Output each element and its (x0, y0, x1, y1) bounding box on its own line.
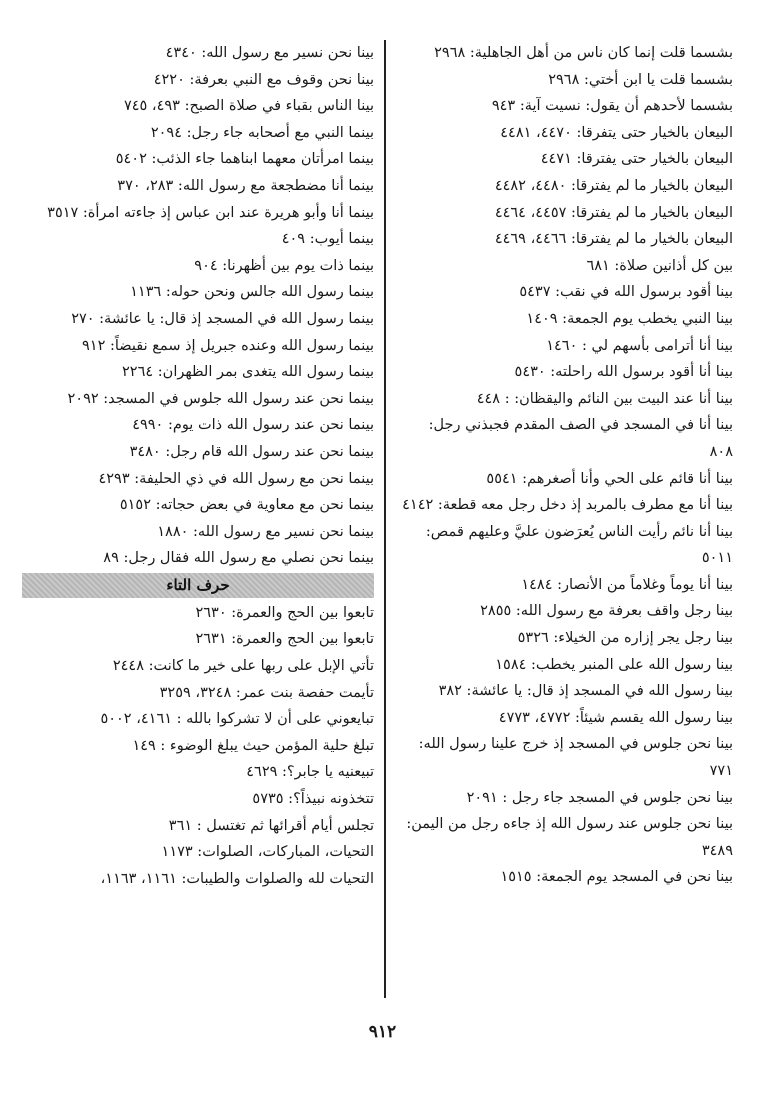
index-entry: التحيات، المباركات، الصلوات: ١١٧٣ (161, 844, 374, 861)
index-entry: بينما نحن مع رسول الله في ذي الحليفة: ٤٢٩٣ (98, 470, 374, 487)
index-entry: بينما نحن عند رسول الله قام رجل: ٣٤٨٠ (129, 443, 374, 460)
index-entry: البيعان بالخيار ما لم يفترقا: ٤٤٥٧، ٤٤٦٤ (494, 204, 733, 221)
index-entry: تجلس أيام أقرائها ثم تغتسل : ٣٦١ (168, 817, 374, 834)
index-entry: بينما نحن نصلي مع رسول الله فقال رجل: ٨٩ (103, 550, 374, 567)
index-entry: بشسما لأحدهم أن يقول: نسيت آية: ٩٤٣ (491, 98, 733, 115)
column-divider (384, 40, 386, 998)
index-entry: بينا رسول الله يقسم شيئاً: ٤٧٧٢، ٤٧٧٣ (498, 709, 733, 726)
index-entry: بينما رسول الله جالس ونحن حوله: ١١٣٦ (130, 284, 374, 301)
index-entry: بينما نحن عند رسول الله ذات يوم: ٤٩٩٠ (132, 417, 374, 434)
index-entry: بينا أنا قائم على الحي وأنا أصغرهم: ٥٥٤١ (486, 470, 733, 487)
index-entry: بينا رجل يجر إزاره من الخيلاء: ٥٣٢٦ (517, 630, 733, 647)
index-entry: بينما نحن عند رسول الله جلوس في المسجد: ٢٠٩٢ (67, 390, 374, 407)
index-entry: بشسما قلت إنما كان ناس من أهل الجاهلية: ٢٩٦٨ (434, 45, 733, 61)
right-column (401, 40, 733, 891)
index-entry: بينا نحن جلوس في المسجد إذ خرج علينا رسول الله: ٧٧١ (418, 736, 733, 780)
index-entry: البيعان بالخيار ما لم يفترقا: ٤٤٦٦، ٤٤٦٩ (494, 231, 733, 248)
index-entry: بينا أنا يوماً وغلاماً من الأنصار: ١٤٨٤ (521, 576, 733, 593)
index-entry: بينما نحن مع معاوية في بعض حجاته: ٥١٥٢ (119, 497, 374, 514)
index-entry: تبايعوني على أن لا تشركوا بالله : ٤١٦١، ٥٠٠٢ (100, 711, 374, 728)
index-entry: بينما أنا وأبو هريرة عند ابن عباس إذ جاءته امرأة: ٣٥١٧ (47, 204, 374, 221)
index-entry: بينا نحن في المسجد يوم الجمعة: ١٥١٥ (500, 869, 733, 886)
index-entry: التحيات لله والصلوات والطيبات: ١١٦١، ١١٦٣، (100, 870, 374, 887)
index-entry: بينما نحن نسير مع رسول الله: ١٨٨٠ (157, 523, 374, 540)
index-entry: تأيمت حفصة بنت عمر: ٣٢٤٨، ٣٢٥٩ (159, 684, 374, 701)
page-number: ٩١٢ (368, 1022, 397, 1042)
index-entry: بشسما قلت يا ابن أختي: ٢٩٦٨ (548, 71, 733, 88)
left-column-top-entries (22, 40, 374, 572)
index-entry: بينما رسول الله وعنده جبريل إذ سمع نقيضاً: ٩١٢ (82, 337, 374, 354)
index-entry: تأتي الإبل على ربها على خير ما كانت: ٢٤٤٨ (112, 658, 374, 675)
index-entry: بينا الناس بقباء في صلاة الصبح: ٤٩٣، ٧٤٥ (123, 98, 374, 115)
index-entry: بينما أنا مضطجعة مع رسول الله: ٢٨٣، ٣٧٠ (117, 177, 374, 194)
index-entry: بينا نحن نسير مع رسول الله: ٤٣٤٠ (165, 45, 374, 61)
index-entry: بينا النبي يخطب يوم الجمعة: ١٤٠٩ (526, 310, 733, 327)
index-entry: بينا رسول الله على المنبر يخطب: ١٥٨٤ (495, 656, 733, 673)
index-entry: بينما ذات يوم بين أظهرنا: ٩٠٤ (194, 257, 374, 274)
left-column-bottom-entries (22, 600, 374, 893)
index-entry: بينا أنا في المسجد في الصف المقدم فجبذني رجل: ٨٠٨ (428, 417, 733, 460)
index-entry: بينا رجل واقف بعرفة مع رسول الله: ٢٨٥٥ (480, 603, 733, 620)
index-entry: تبيعنيه يا جابر؟: ٤٦٢٩ (246, 764, 374, 781)
index-entry: تبلغ حلية المؤمن حيث يبلغ الوضوء : ١٤٩ (132, 737, 374, 754)
index-entry: تابعوا بين الحج والعمرة: ٢٦٣٠ (195, 604, 374, 621)
index-entry: بين كل أذانين صلاة: ٦٨١ (586, 257, 733, 274)
index-entry: بينا أقود برسول الله في نقب: ٥٤٣٧ (519, 284, 733, 301)
index-entry: بينا أنا أقود برسول الله راحلته: ٥٤٣٠ (514, 364, 733, 381)
index-entry: بينا نحن جلوس عند رسول الله إذ جاءه رجل من اليمن: ٣٤٨٩ (406, 816, 733, 859)
index-entry: تابعوا بين الحج والعمرة: ٢٦٣١ (195, 631, 374, 648)
index-entry: بينا أنا أترامى بأسهم لي : ١٤٦٠ (546, 337, 733, 354)
index-entry: بينا نحن وقوف مع النبي بعرفة: ٤٢٢٠ (153, 71, 374, 88)
index-entry: تتخذونه نبيذاً؟: ٥٧٣٥ (252, 791, 374, 808)
left-column (22, 40, 374, 892)
index-entry: بينا نحن جلوس في المسجد جاء رجل : ٢٠٩١ (466, 789, 733, 806)
index-entry: البيعان بالخيار حتى يفترقا: ٤٤٧١ (540, 151, 733, 168)
index-entry: بينما النبي مع أصحابه جاء رجل: ٢٠٩٤ (150, 124, 374, 141)
index-entry: البيعان بالخيار ما لم يفترقا: ٤٤٨٠، ٤٤٨٢ (494, 177, 733, 194)
section-header: حرف التاء (22, 573, 374, 598)
index-entry: بينا أنا نائم رأيت الناس يُعرَضون عليَّ وعليهم قمص: ٥٠١١ (425, 523, 733, 567)
index-entry: بينما امرأتان معهما ابناهما جاء الذئب: ٥٤٠٢ (115, 151, 374, 168)
index-entry: بينما رسول الله في المسجد إذ قال: يا عائشة: ٢٧٠ (71, 310, 374, 327)
index-entry: بينا رسول الله في المسجد إذ قال: يا عائشة: ٣٨٢ (438, 683, 733, 700)
index-entry: بينما رسول الله يتغدى بمر الظهران: ٢٢٦٤ (122, 364, 374, 381)
index-entry: بينا أنا مع مطرف بالمربد إذ دخل رجل معه قطعة: ٤١٤٢ (402, 497, 733, 514)
index-entry: البيعان بالخيار حتى يتفرقا: ٤٤٧٠، ٤٤٨١ (500, 124, 733, 141)
index-entry: بينا أنا عند البيت بين النائم واليقظان: : ٤٤٨ (476, 390, 733, 407)
index-entry: بينما أيوب: ٤٠٩ (281, 231, 374, 248)
